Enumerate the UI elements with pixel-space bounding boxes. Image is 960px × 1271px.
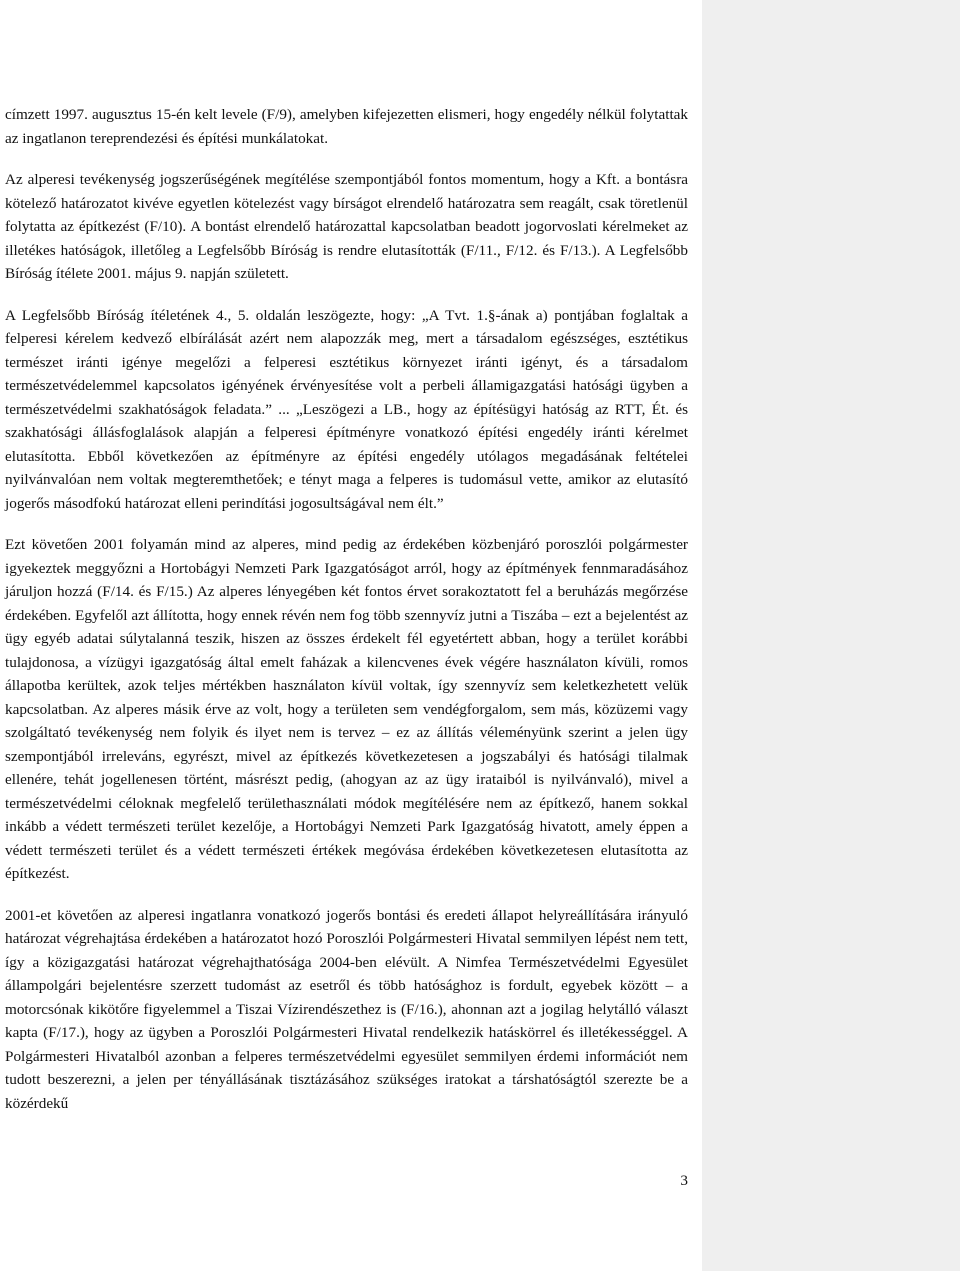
document-body: [5, 103, 688, 1133]
paragraph: Ezt követően 2001 folyamán mind az alperes, mind pedig az érdekében közbenjáró poroszlói polgármester igyekeztek meggyőzni a Hortobágyi Nemzeti Park Igazgatóságot arról, hogy az építmények fennmaradásához járuljon hozzá (F/14. és F/15.) Az alperes lényegében két fontos érvet sorakoztatott fel a beruházás megőrzése érdekében. Egyfelől azt állította, hogy ennek révén nem fog több szennyvíz jutni a Tiszába – ezt a bejelentést az ügy egyéb adatai súlytalanná teszik, hiszen az összes érdekelt fél egyetértett abban, hogy a terület korábbi tulajdonosa, a vízügyi igazgatóság által emelt faházak a kilencvenes évek végére használaton kívüli, romos állapotba kerültek, azok teljes mértékben használaton kívül voltak, így szennyvíz sem keletkezhetett velük kapcsolatban. Az alperes másik érve az volt, hogy a területen sem vendégforgalom, sem más, közüzemi vagy szolgáltató tevékenység nem folyik és ilyet nem is tervez – ez az állítás véleményünk szerint a jelen ügy szempontjából irreleváns, egyrészt, mivel az építkezés következetesen a jogszabályi és hatósági tilalmak ellenére, tehát jogellenesen történt, másrészt pedig, (ahogyan az az ügy irataiból is nyilvánvaló), mivel a természetvédelmi céloknak megfelelő területhasználati módok megítélésére nem az építkező, hanem sokkal inkább a védett természeti terület kezelője, a Hortobágyi Nemzeti Park Igazgatóság hivatott, amely éppen a védett természeti terület és a védett természeti értékek megóvása érdekében következetesen elutasította az építkezést.: [5, 536, 688, 882]
paragraph: címzett 1997. augusztus 15-én kelt levele (F/9), amelyben kifejezetten elismeri, hogy engedély nélkül folytattak az ingatlanon tereprendezési és építési munkálatokat.: [5, 106, 688, 147]
paragraph: A Legfelsőbb Bíróság ítéletének 4., 5. oldalán leszögezte, hogy: „A Tvt. 1.§-ának a) pontjában foglaltak a felperesi kérelem kedvező elbírálását azért nem alapozzák meg, mert a társadalom egészséges, esztétikus természet iránti igénye megelőzi a felperesi esztétikus környezet iránti igényt, és a társadalom természetvédelemmel kapcsolatos igényének érvényesítése volt a perbeli államigazgatási hatósági ügyben a természetvédelmi szakhatóságok feladata.” ... „Leszögezi a LB., hogy az építésügyi hatóság az RTT, Ét. és szakhatósági állásfoglalások alapján a felperesi építményre vonatkozó építési engedély iránti kérelmet elutasította. Ebből következően az építményre az építési engedély utólagos megadásának feltételei nyilvánvalóan nem voltak megteremthetőek; e tényt maga a felperes is tudomásul vette, amikor az elutasító jogerős másodfokú határozat elleni perindítási jogosultságával nem élt.”: [5, 306, 688, 512]
side-panel: [702, 0, 960, 1271]
page-number: 3: [680, 1172, 688, 1189]
paragraph: 2001-et követően az alperesi ingatlanra vonatkozó jogerős bontási és eredeti állapot helyreállítására irányuló határozat végrehajtása érdekében a határozatot hozó Poroszlói Polgármesteri Hivatal semmilyen lépést nem tett, így a közigazgatási határozat végrehajthatósága 2004-ben elévült. A Nimfea Természetvédelmi Egyesület állampolgári bejelentésre szerzett tudomást az esetről és több hatósághoz is fordult, egyebek között – a motorcsónak kikötőre figyelemmel a Tiszai Vízirendészethez is (F/16.), ahonnan azt a jogilag helytálló választ kapta (F/17.), hogy az ügyben a Poroszlói Polgármesteri Hivatal rendelkezik hatáskörrel és illetékességgel. A Polgármesteri Hivatalból azonban a felperes természetvédelmi egyesület semmilyen érdemi információt nem tudott beszerezni, a jelen per tényállásának tisztázásához szükséges iratokat a társhatóságtól szerezte be a közérdekű: [5, 906, 688, 1112]
paragraph: Az alperesi tevékenység jogszerűségének megítélése szempontjából fontos momentum, hogy a Kft. a bontásra kötelező határozatot kivéve egyetlen kötelezést vagy bírságot elrendelő határozatra sem reagált, csak töretlenül folytatta az építkezést (F/10). A bontást elrendelő határozattal kapcsolatban beadott jogorvoslati kérelmeket az illetékes hatóságok, illetőleg a Legfelsőbb Bíróság is rendre elutasították (F/11., F/12. és F/13.). A Legfelsőbb Bíróság ítélete 2001. május 9. napján született.: [5, 171, 688, 282]
